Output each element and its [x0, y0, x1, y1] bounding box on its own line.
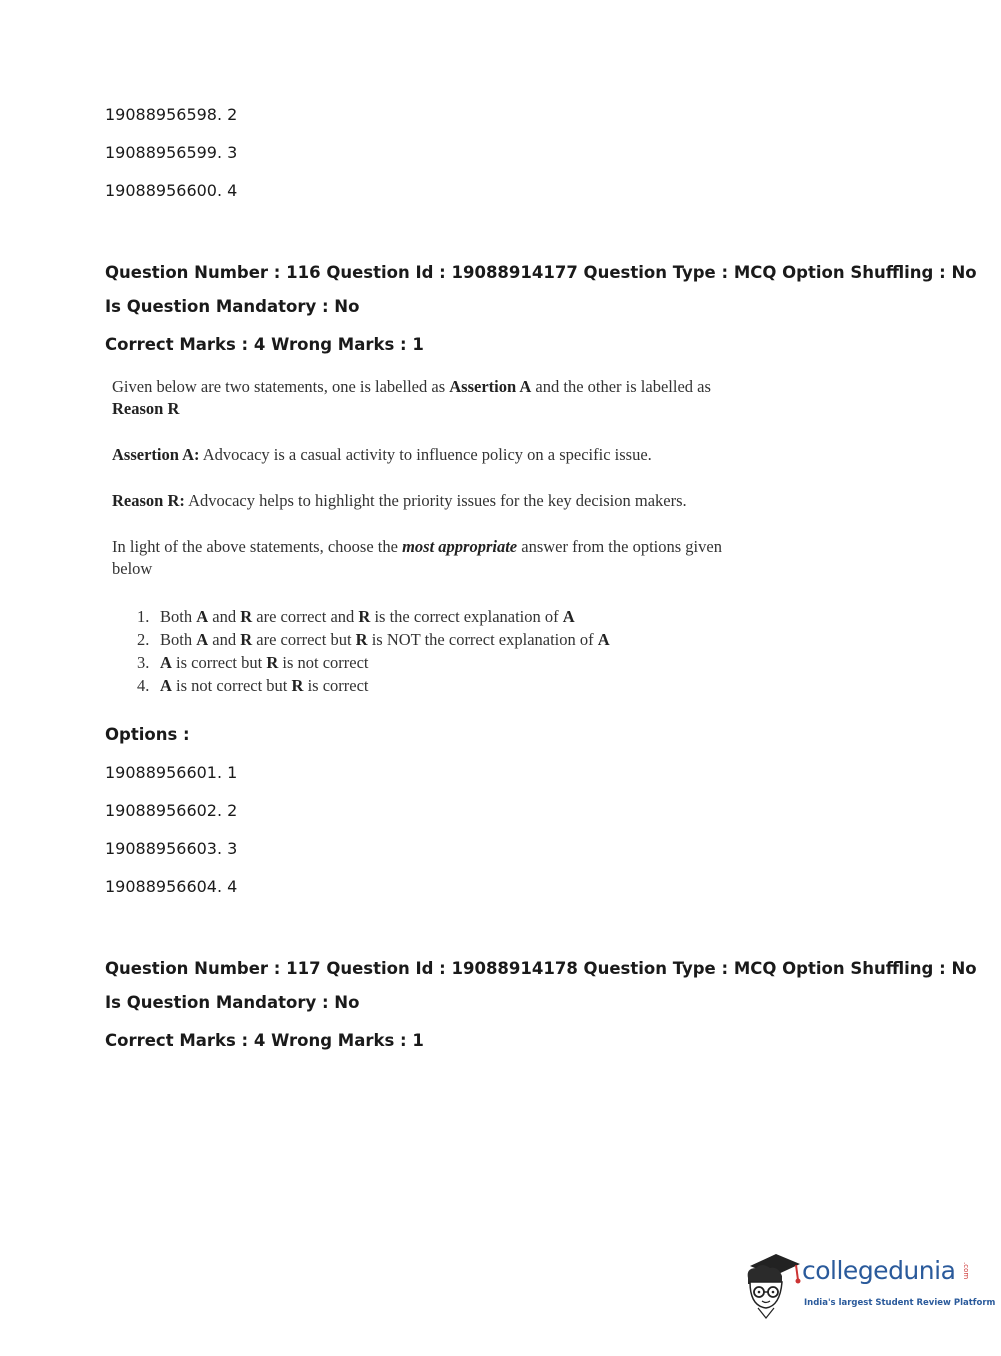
logo-wordmark: collegedunia: [802, 1256, 956, 1285]
stem-intro: Given below are two statements, one is labelled as Assertion A and the other is labelled as Reason R: [112, 377, 711, 418]
logo-com: .com: [962, 1262, 970, 1280]
assertion-statement: Assertion A: Advocacy is a casual activity to influence policy on a specific issue.: [112, 445, 652, 464]
question-header: Question Number : 117 Question Id : 19088914178 Question Type : MCQ Option Shuffling : No: [105, 959, 977, 978]
question-mandatory: Is Question Mandatory : No: [105, 993, 360, 1012]
options-label: Options :: [105, 725, 190, 744]
question-mandatory: Is Question Mandatory : No: [105, 297, 360, 316]
answer-choice: 1. Both A and R are correct and R is the correct explanation of A: [137, 607, 575, 626]
option-line: 19088956601. 1: [105, 763, 238, 782]
answer-choice: 2. Both A and R are correct but R is NOT the correct explanation of A: [137, 630, 610, 649]
option-line: 19088956600. 4: [105, 181, 238, 200]
logo-tagline: India's largest Student Review Platform: [804, 1298, 996, 1308]
collegedunia-logo: [742, 1248, 996, 1320]
answer-choices: [137, 606, 610, 698]
option-line: 19088956604. 4: [105, 877, 238, 896]
instruction: In light of the above statements, choose the most appropriate answer from the options given below: [112, 537, 722, 578]
option-line: 19088956603. 3: [105, 839, 238, 858]
answer-choice: 4. A is not correct but R is correct: [137, 676, 369, 695]
option-line: 19088956599. 3: [105, 143, 238, 162]
question-header: Question Number : 116 Question Id : 19088914177 Question Type : MCQ Option Shuffling : No: [105, 263, 977, 282]
question-stem: [112, 376, 752, 695]
question-marks: Correct Marks : 4 Wrong Marks : 1: [105, 335, 424, 354]
reason-statement: Reason R: Advocacy helps to highlight the priority issues for the key decision makers.: [112, 491, 687, 510]
option-line: 19088956602. 2: [105, 801, 238, 820]
question-marks: Correct Marks : 4 Wrong Marks : 1: [105, 1031, 424, 1050]
mascot-icon: [742, 1248, 802, 1320]
option-line: 19088956598. 2: [105, 105, 238, 124]
answer-choice: 3. A is correct but R is not correct: [137, 653, 369, 672]
